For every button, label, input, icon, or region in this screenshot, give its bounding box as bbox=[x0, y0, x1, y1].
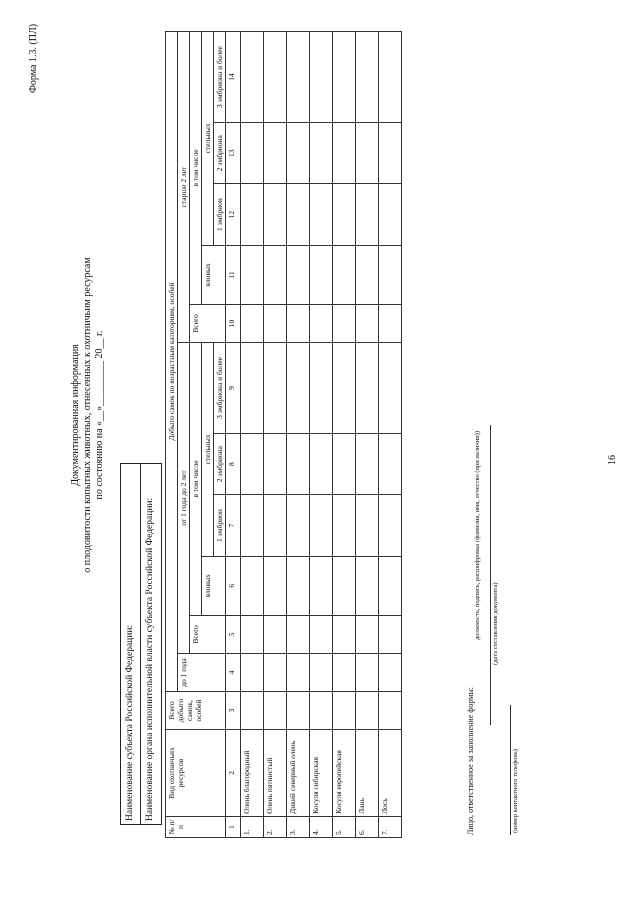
data-cell[interactable] bbox=[241, 343, 264, 434]
signature-line[interactable] bbox=[490, 425, 491, 725]
data-cell[interactable] bbox=[333, 343, 356, 434]
row-species: Олень благородный bbox=[241, 730, 264, 817]
header-barren-a: яловых bbox=[202, 556, 226, 615]
data-cell[interactable] bbox=[356, 433, 379, 494]
caption-date: (дата составления документа) bbox=[492, 582, 499, 665]
row-species: Косуля европейская bbox=[333, 730, 356, 817]
table-row bbox=[241, 32, 264, 838]
col-number: 14 bbox=[226, 32, 241, 123]
data-cell[interactable] bbox=[264, 304, 287, 342]
row-species: Лань bbox=[356, 730, 379, 817]
header-pregnant-a: стельных bbox=[202, 343, 214, 557]
data-cell[interactable] bbox=[241, 653, 264, 691]
data-cell[interactable] bbox=[310, 123, 333, 184]
table-row bbox=[356, 32, 379, 838]
column-number-row bbox=[226, 32, 241, 838]
col-number: 4 bbox=[226, 653, 241, 691]
form-code: Форма 1.3. (ПЛ) bbox=[28, 23, 39, 93]
data-cell[interactable] bbox=[287, 653, 310, 691]
data-cell[interactable] bbox=[264, 495, 287, 556]
col-number: 6 bbox=[226, 556, 241, 615]
data-cell[interactable] bbox=[287, 304, 310, 342]
table-row bbox=[264, 32, 287, 838]
data-cell[interactable] bbox=[287, 245, 310, 304]
fertility-table bbox=[165, 31, 402, 838]
col-number: 5 bbox=[226, 615, 241, 653]
header-e1-a: 1 эмбрион bbox=[214, 495, 226, 556]
header-e2-b: 2 эмбриона bbox=[214, 123, 226, 184]
data-cell[interactable] bbox=[379, 32, 402, 123]
data-cell[interactable] bbox=[333, 304, 356, 342]
data-cell[interactable] bbox=[333, 692, 356, 730]
data-cell[interactable] bbox=[333, 556, 356, 615]
data-cell[interactable] bbox=[379, 433, 402, 494]
data-cell[interactable] bbox=[356, 692, 379, 730]
data-cell[interactable] bbox=[356, 653, 379, 691]
subject-info-box bbox=[120, 463, 162, 825]
data-cell[interactable] bbox=[287, 692, 310, 730]
data-cell[interactable] bbox=[379, 495, 402, 556]
data-cell[interactable] bbox=[287, 433, 310, 494]
data-cell[interactable] bbox=[310, 32, 333, 123]
header-barren-b: яловых bbox=[202, 245, 226, 304]
header-incl-a: в том числе bbox=[190, 343, 202, 616]
row-species: Лось bbox=[379, 730, 402, 817]
data-cell[interactable] bbox=[287, 495, 310, 556]
row-species: Олень пятнистый bbox=[264, 730, 287, 817]
responsible-label: Лицо, ответственное за заполнение формы: bbox=[466, 687, 475, 835]
data-cell[interactable] bbox=[333, 32, 356, 123]
data-cell[interactable] bbox=[356, 556, 379, 615]
data-cell[interactable] bbox=[241, 123, 264, 184]
data-cell[interactable] bbox=[379, 245, 402, 304]
data-cell[interactable] bbox=[310, 245, 333, 304]
table-row bbox=[310, 32, 333, 838]
data-cell[interactable] bbox=[333, 495, 356, 556]
header-e2-a: 2 эмбриона bbox=[214, 433, 226, 494]
authority-name-field[interactable]: Наименование органа исполнительной власти субъекта Российской Федерации: bbox=[145, 497, 155, 821]
phone-line[interactable] bbox=[510, 705, 511, 835]
data-cell[interactable] bbox=[241, 615, 264, 653]
col-number: 2 bbox=[226, 730, 241, 817]
data-cell[interactable] bbox=[310, 615, 333, 653]
data-cell[interactable] bbox=[356, 123, 379, 184]
header-1-to-2: от 1 года до 2 лет bbox=[178, 343, 190, 654]
title-line-1: Документированная информация bbox=[70, 344, 81, 486]
data-cell[interactable] bbox=[333, 653, 356, 691]
row-species: Косуля сибирская bbox=[310, 730, 333, 817]
row-number: 5. bbox=[333, 816, 356, 837]
data-cell[interactable] bbox=[379, 692, 402, 730]
title-line-2: о плодовитости копытных животных, отнесенных к охотничьим ресурсам bbox=[82, 257, 93, 573]
header-under-1: до 1 года bbox=[178, 653, 226, 691]
data-cell[interactable] bbox=[310, 495, 333, 556]
header-e1-b: 1 эмбрион bbox=[214, 184, 226, 245]
table-row bbox=[287, 32, 310, 838]
page-number: 16 bbox=[607, 455, 618, 465]
header-e3-b: 3 эмбриона и более bbox=[214, 32, 226, 123]
data-cell[interactable] bbox=[356, 615, 379, 653]
row-number: 1. bbox=[241, 816, 264, 837]
data-cell[interactable] bbox=[379, 653, 402, 691]
data-cell[interactable] bbox=[333, 123, 356, 184]
data-cell[interactable] bbox=[241, 304, 264, 342]
data-cell[interactable] bbox=[333, 615, 356, 653]
data-cell[interactable] bbox=[356, 245, 379, 304]
data-cell[interactable] bbox=[264, 653, 287, 691]
table-row bbox=[333, 32, 356, 838]
data-cell[interactable] bbox=[356, 495, 379, 556]
data-cell[interactable] bbox=[379, 343, 402, 434]
data-cell[interactable] bbox=[264, 32, 287, 123]
data-cell[interactable] bbox=[264, 245, 287, 304]
document-title bbox=[70, 205, 106, 625]
caption-position: должность, подпись, расшифровка (фамилия, имя, отчество (при наличии)) bbox=[474, 430, 481, 640]
caption-phone: (номер контактного телефона) bbox=[512, 749, 519, 833]
data-cell[interactable] bbox=[310, 304, 333, 342]
col-number: 3 bbox=[226, 692, 241, 730]
data-cell[interactable] bbox=[241, 495, 264, 556]
data-rows bbox=[241, 32, 402, 838]
row-number: 4. bbox=[310, 816, 333, 837]
col-number: 9 bbox=[226, 343, 241, 434]
data-cell[interactable] bbox=[264, 556, 287, 615]
data-cell[interactable] bbox=[310, 556, 333, 615]
col-number: 7 bbox=[226, 495, 241, 556]
row-number: 6. bbox=[356, 816, 379, 837]
data-cell[interactable] bbox=[264, 615, 287, 653]
title-line-3: по состоянию на «__»_________ 20__ г. bbox=[94, 330, 105, 500]
data-cell[interactable] bbox=[310, 184, 333, 245]
header-over-2: старше 2 лет bbox=[178, 32, 190, 343]
data-cell[interactable] bbox=[333, 433, 356, 494]
data-cell[interactable] bbox=[241, 245, 264, 304]
data-cell[interactable] bbox=[310, 692, 333, 730]
data-cell[interactable] bbox=[310, 433, 333, 494]
data-cell[interactable] bbox=[287, 123, 310, 184]
data-cell[interactable] bbox=[333, 245, 356, 304]
row-number: 2. bbox=[264, 816, 287, 837]
data-cell[interactable] bbox=[241, 433, 264, 494]
data-cell[interactable] bbox=[241, 32, 264, 123]
data-cell[interactable] bbox=[356, 304, 379, 342]
data-cell[interactable] bbox=[241, 184, 264, 245]
col-number: 8 bbox=[226, 433, 241, 494]
col-number: 11 bbox=[226, 245, 241, 304]
data-cell[interactable] bbox=[287, 32, 310, 123]
table-row bbox=[379, 32, 402, 838]
header-num: № п/п bbox=[166, 816, 226, 837]
data-cell[interactable] bbox=[241, 556, 264, 615]
data-cell[interactable] bbox=[264, 343, 287, 434]
row-number: 3. bbox=[287, 816, 310, 837]
header-incl-b: в том числе bbox=[190, 32, 202, 305]
header-age-group: Добыто самок по возрастным категориям, особей bbox=[166, 32, 178, 692]
col-number: 13 bbox=[226, 123, 241, 184]
data-cell[interactable] bbox=[287, 184, 310, 245]
data-cell[interactable] bbox=[264, 184, 287, 245]
data-cell[interactable] bbox=[287, 615, 310, 653]
header-e3-a: 3 эмбриона и более bbox=[214, 343, 226, 434]
row-species: Дикий северный олень bbox=[287, 730, 310, 817]
data-cell[interactable] bbox=[287, 343, 310, 434]
header-total: Всего добыто самок, особей bbox=[166, 692, 226, 730]
col-number: 10 bbox=[226, 304, 241, 342]
col-number: 1 bbox=[226, 816, 241, 837]
data-cell[interactable] bbox=[264, 433, 287, 494]
data-cell[interactable] bbox=[310, 653, 333, 691]
data-cell[interactable] bbox=[379, 556, 402, 615]
data-cell[interactable] bbox=[333, 184, 356, 245]
header-all-b: Всего bbox=[190, 304, 226, 342]
data-cell[interactable] bbox=[287, 556, 310, 615]
data-cell[interactable] bbox=[310, 343, 333, 434]
data-cell[interactable] bbox=[356, 343, 379, 434]
data-cell[interactable] bbox=[379, 615, 402, 653]
data-cell[interactable] bbox=[379, 304, 402, 342]
row-number: 7. bbox=[379, 816, 402, 837]
data-cell[interactable] bbox=[379, 184, 402, 245]
header-pregnant-b: стельных bbox=[202, 32, 214, 246]
data-cell[interactable] bbox=[264, 123, 287, 184]
data-cell[interactable] bbox=[264, 692, 287, 730]
header-kind: Вид охотничьих ресурсов bbox=[166, 730, 226, 817]
header-all-a: Всего bbox=[190, 615, 226, 653]
data-cell[interactable] bbox=[379, 123, 402, 184]
col-number: 12 bbox=[226, 184, 241, 245]
subject-name-field[interactable]: Наименование субъекта Российской Федерации: bbox=[121, 464, 141, 824]
data-cell[interactable] bbox=[356, 32, 379, 123]
data-cell[interactable] bbox=[356, 184, 379, 245]
data-cell[interactable] bbox=[241, 692, 264, 730]
